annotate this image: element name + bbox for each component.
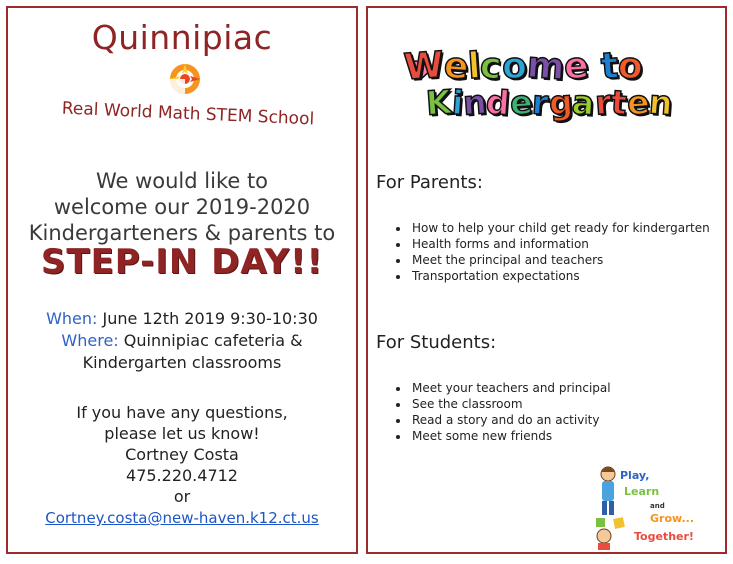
contact-email-link[interactable]: Cortney.costa@new-haven.k12.ct.us [45,509,319,527]
banner-letter: e [442,45,470,88]
when-label: When: [46,309,98,328]
banner-letter: e [562,45,590,88]
students-section-title: For Students: [376,332,497,353]
list-item: • Transportation expectations [410,268,710,284]
parents-list [390,220,710,284]
students-list [390,380,710,444]
graphic-word: Grow... [650,512,695,525]
banner-letter: e [508,82,534,123]
welcome-line: Kindergarteners & parents to [28,221,336,245]
contact-phone: 475.220.4712 [126,466,238,485]
graphic-word: Learn [624,485,660,498]
event-details [8,308,356,374]
parents-section-title: For Parents: [376,172,483,193]
event-title: STEP-IN DAY!! [40,242,324,282]
when-row [8,308,356,330]
banner-letter: r [531,82,551,123]
banner-letter: m [525,44,566,89]
banner-letter: r [593,82,613,123]
graphic-word: Play, [620,469,650,482]
or-text: or [173,487,191,506]
list-item: • Meet your teachers and principal [410,380,710,396]
welcome-line: We would like to [95,169,269,193]
school-name: Quinnipiac [91,18,273,57]
banner-letter: n [461,82,488,123]
welcome-banner [404,46,724,122]
banner-letter: K [424,82,453,123]
invitation-panel [6,6,358,554]
contact-block [8,402,356,529]
banner-letter: l [466,45,482,88]
list-item: • How to help your child get ready for kindergarten [410,220,710,236]
banner-letter: d [485,82,512,123]
graphic-word: and [650,502,665,510]
list-item: • Health forms and information [410,236,710,252]
list-item: • See the classroom [410,396,710,412]
banner-letter: g [547,82,574,123]
school-subtitle: Real World Math STEM School [61,98,315,130]
play-learn-grow-graphic [594,460,720,550]
banner-letter: o [616,45,645,88]
contact-name: Cortney Costa [125,445,239,464]
list-item: • Meet the principal and teachers [410,252,710,268]
welcome-message [8,168,356,246]
banner-letter: W [402,44,446,89]
banner-letter: c [479,45,504,88]
list-item: • Meet some new friends [410,428,710,444]
where-value: Quinnipiac cafeteria & [123,331,303,350]
banner-letter: t [609,82,628,123]
welcome-line: welcome our 2019-2020 [53,195,311,219]
questions-line: please let us know! [104,424,260,443]
banner-line-kindergarten [426,83,724,122]
banner-letter: a [570,82,596,123]
where-label: Where: [61,331,119,350]
banner-letter: t [599,45,620,88]
when-value: June 12th 2019 9:30-10:30 [102,309,318,328]
banner-line-welcome [404,46,724,87]
where-row [8,330,356,352]
sunburst-logo-icon [168,62,202,96]
banner-letter: o [500,45,528,88]
graphic-word: Together! [634,530,694,543]
banner-letter: e [625,82,651,123]
banner-letter: n [647,82,674,123]
questions-line: If you have any questions, [76,403,288,422]
info-panel [366,6,727,554]
where-value-line2: Kindergarten classrooms [82,353,282,372]
list-item: • Read a story and do an activity [410,412,710,428]
banner-letter: i [450,82,465,123]
